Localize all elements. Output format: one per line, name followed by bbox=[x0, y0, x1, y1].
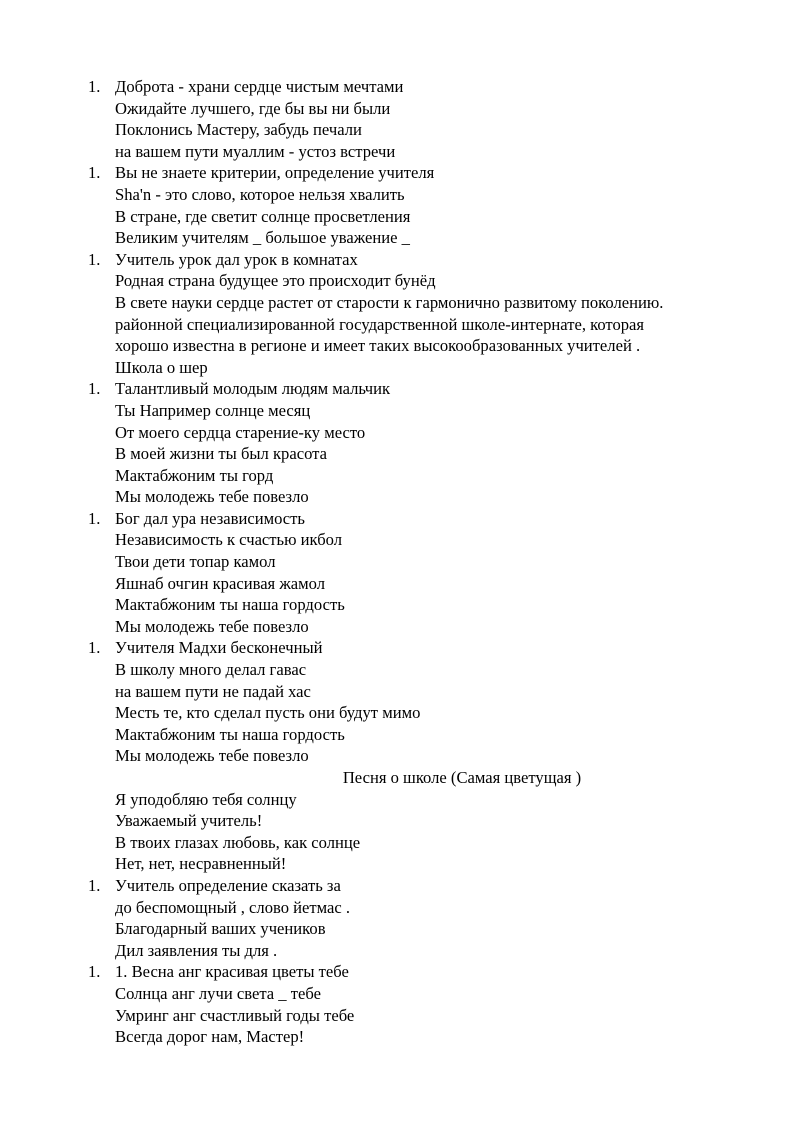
list-number: 1. bbox=[88, 379, 101, 399]
refrain-line: Уважаемый учитель! bbox=[115, 811, 263, 831]
verse-row bbox=[0, 1026, 800, 1048]
verse-row bbox=[0, 1005, 800, 1027]
list-item bbox=[0, 961, 800, 983]
verse-row bbox=[0, 529, 800, 551]
verse-line: Поклонись Мастеру, забудь печали bbox=[115, 120, 362, 140]
verse-line: Вы не знаете критерии, определение учителя bbox=[115, 163, 435, 183]
verse-row bbox=[0, 659, 800, 681]
verse-row bbox=[0, 314, 800, 336]
verse-line: Ты Например солнце месяц bbox=[115, 400, 311, 420]
verse-line: Учитель урок дал урок в комнатах bbox=[115, 249, 358, 269]
refrain-line: Нет, нет, несравненный! bbox=[115, 854, 287, 874]
verse-line: Мактабжоним ты горд bbox=[115, 465, 274, 485]
verse-line: Мактабжоним ты наша гордость bbox=[115, 724, 345, 744]
verse-line: В свете науки сердце растет от старости к гармонично развитому поколению. bbox=[115, 292, 664, 312]
verse-row bbox=[0, 486, 800, 508]
verse-line: Школа о шер bbox=[115, 357, 208, 377]
verse-line: Мы молодежь тебе повезло bbox=[115, 616, 309, 636]
list-number: 1. bbox=[88, 962, 101, 982]
verse-row bbox=[0, 292, 800, 314]
verse-row bbox=[0, 918, 800, 940]
verse-row bbox=[0, 789, 800, 811]
verse-line: Мактабжоним ты наша гордость bbox=[115, 595, 345, 615]
list-number: 1. bbox=[88, 638, 101, 658]
verse-row bbox=[0, 940, 800, 962]
verse-line: хорошо известна в регионе и имеет таких высокообразованных учителей . bbox=[115, 336, 641, 356]
verse-line: Учитель определение сказать за bbox=[115, 875, 341, 895]
refrain-line: В твоих глазах любовь, как солнце bbox=[115, 832, 361, 852]
verse-line: на вашем пути не падай хас bbox=[115, 681, 311, 701]
verse-line: на вашем пути муаллим - устоз встречи bbox=[115, 141, 396, 161]
list-number: 1. bbox=[88, 508, 101, 528]
verse-line: Твои дети топар камол bbox=[115, 552, 276, 572]
verse-row bbox=[0, 681, 800, 703]
verse-row bbox=[0, 724, 800, 746]
verse-line: Ожидайте лучшего, где бы вы ни были bbox=[115, 98, 391, 118]
verse-line: Sha'n - это слово, которое нельзя хвалить bbox=[115, 184, 405, 204]
verse-row bbox=[0, 853, 800, 875]
list-number: 1. bbox=[88, 77, 101, 96]
verse-row bbox=[0, 270, 800, 292]
list-item bbox=[0, 508, 800, 530]
verse-line: В моей жизни ты был красота bbox=[115, 444, 327, 464]
verse-row bbox=[0, 227, 800, 249]
verse-row bbox=[0, 810, 800, 832]
list-item bbox=[0, 378, 800, 400]
verse-row bbox=[0, 594, 800, 616]
verse-row bbox=[0, 573, 800, 595]
verse-row bbox=[0, 616, 800, 638]
list-item bbox=[0, 249, 800, 271]
list-number: 1. bbox=[88, 875, 101, 895]
document-page bbox=[0, 76, 800, 1048]
verse-row bbox=[0, 551, 800, 573]
song-title-row bbox=[0, 767, 800, 789]
verse-line: 1. Весна анг красивая цветы тебе bbox=[115, 962, 349, 982]
verse-line: Учителя Мадхи бесконечный bbox=[115, 638, 323, 658]
verse-line: Мы молодежь тебе повезло bbox=[115, 487, 309, 507]
verse-line: Яшнаб очгин красивая жамол bbox=[115, 573, 326, 593]
verse-row bbox=[0, 422, 800, 444]
list-item bbox=[0, 637, 800, 659]
verse-row bbox=[0, 184, 800, 206]
verse-row bbox=[0, 141, 800, 163]
verse-line: Всегда дорог нам, Мастер! bbox=[115, 1027, 305, 1047]
verse-line: Умринг анг счастливый годы тебе bbox=[115, 1005, 355, 1025]
refrain-line: Я уподобляю тебя солнцу bbox=[115, 789, 297, 809]
verse-line: районной специализированной государственной школе-интернате, которая bbox=[115, 314, 645, 334]
verse-line: От моего сердца старение-ку место bbox=[115, 422, 366, 442]
list-item bbox=[0, 875, 800, 897]
verse-row bbox=[0, 119, 800, 141]
verse-line: Доброта - храни сердце чистым мечтами bbox=[115, 77, 404, 96]
verse-row bbox=[0, 897, 800, 919]
verse-line: Солнца анг лучи света _ тебе bbox=[115, 983, 321, 1003]
verse-line: Талантливый молодым людям мальчик bbox=[115, 379, 391, 399]
verse-row bbox=[0, 98, 800, 120]
verse-row bbox=[0, 465, 800, 487]
song-title: Песня о школе (Самая цветущая ) bbox=[342, 768, 582, 787]
verse-line: Бог дал ура независимость bbox=[115, 508, 305, 528]
verse-line: Великим учителям _ большое уважение _ bbox=[115, 228, 410, 248]
verse-row bbox=[0, 335, 800, 357]
verse-row bbox=[0, 206, 800, 228]
verse-line: до беспомощный , слово йетмас . bbox=[115, 897, 351, 917]
verse-line: Благодарный ваших учеников bbox=[115, 919, 326, 939]
verse-line: В школу много делал гавас bbox=[115, 660, 307, 680]
verse-row bbox=[0, 443, 800, 465]
list-item bbox=[0, 76, 800, 98]
list-item bbox=[0, 162, 800, 184]
verse-row bbox=[0, 702, 800, 724]
list-number: 1. bbox=[88, 249, 101, 269]
verse-line: В стране, где светит солнце просветления bbox=[115, 206, 411, 226]
verse-row bbox=[0, 357, 800, 379]
verse-line: Мы молодежь тебе повезло bbox=[115, 746, 309, 766]
verse-row bbox=[0, 400, 800, 422]
verse-row bbox=[0, 832, 800, 854]
verse-row bbox=[0, 745, 800, 767]
verse-line: Родная страна будущее это происходит бунёд bbox=[115, 271, 436, 291]
verse-line: Дил заявления ты для . bbox=[115, 940, 278, 960]
verse-line: Независимость к счастью икбол bbox=[115, 530, 342, 550]
verse-line: Месть те, кто сделал пусть они будут мимо bbox=[115, 703, 421, 723]
list-number: 1. bbox=[88, 163, 101, 183]
verse-row bbox=[0, 983, 800, 1005]
